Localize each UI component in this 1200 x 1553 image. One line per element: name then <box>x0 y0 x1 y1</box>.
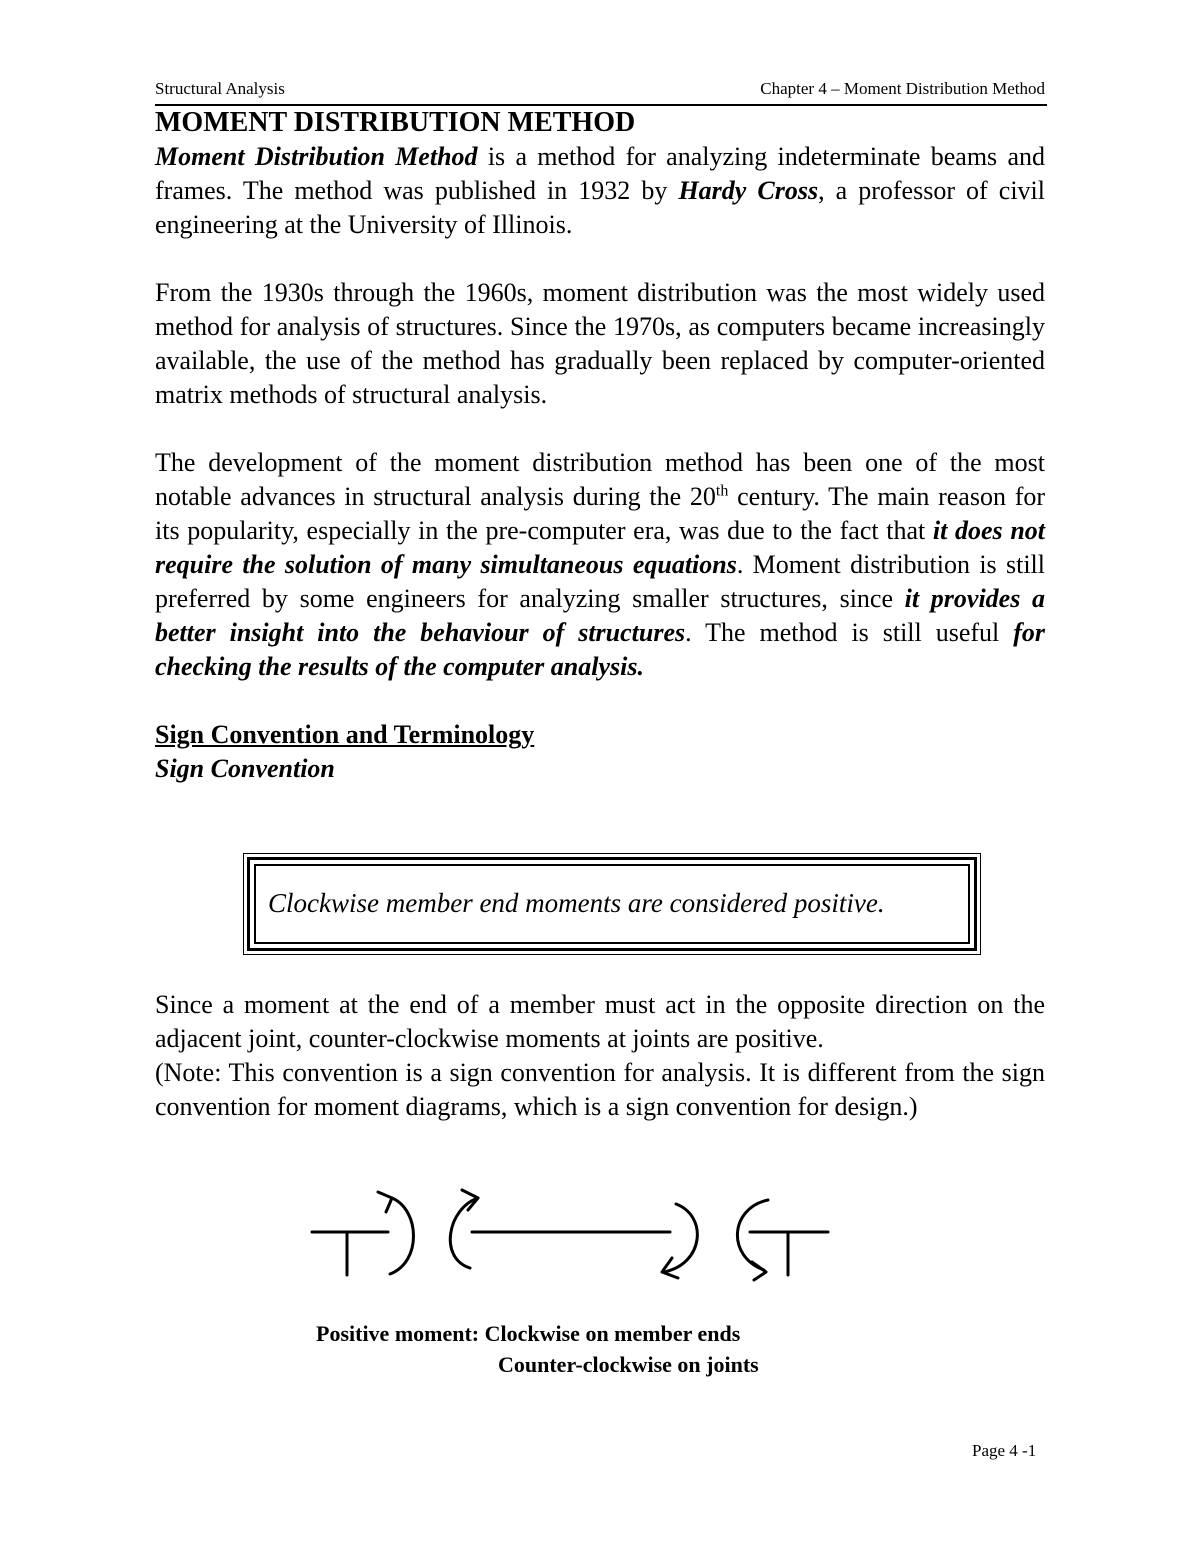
diagram-caption <box>316 1318 759 1380</box>
page-number: Page 4 -1 <box>972 1441 1037 1460</box>
development-emphasis-1: it does not require the solution of many simultaneous equations <box>155 516 1046 579</box>
intro-lead-term: Moment Distribution Method <box>155 142 478 171</box>
page-header <box>155 78 1047 106</box>
caption-line-2: Counter-clockwise on joints <box>498 1352 759 1377</box>
intro-text-1: is a method for analyzing indeterminate beams and frames. The method was published in 1932 by <box>155 142 1045 205</box>
development-emphasis-2: it provides a better insight into the behaviour of structures <box>155 584 1045 647</box>
left-joint-arrowhead <box>378 1192 392 1212</box>
right-joint-moment-arc <box>737 1200 768 1270</box>
development-text-1: The development of the moment distribution method has been one of the most notable advances in structural analysis during the 20 <box>155 448 1045 511</box>
sign-convention-text: Clockwise member end moments are considered positive. <box>268 888 885 918</box>
header-chapter-title: Chapter 4 – Moment Distribution Method <box>760 79 1045 98</box>
moment-sign-diagram <box>300 1180 840 1290</box>
development-text-3: . Moment distribution is still preferred by some engineers for analyzing smaller structures, since <box>155 550 1045 613</box>
header-book-title: Structural Analysis <box>155 79 285 98</box>
sign-convention-box <box>247 857 977 951</box>
left-joint-moment-arc <box>390 1198 414 1274</box>
section-heading: Sign Convention and Terminology <box>155 720 535 749</box>
page-title: MOMENT DISTRIBUTION METHOD <box>155 107 636 138</box>
history-paragraph: From the 1930s through the 1960s, moment distribution was the most widely used method for analysis of structures. Since the 1970s, as computers became increasingly available, the use of the method has gradually been replaced by computer-oriented matrix methods of structural analysis. <box>155 278 1045 409</box>
development-text-4: . The method is still useful <box>685 618 1014 647</box>
joint-moment-paragraph: Since a moment at the end of a member must act in the opposite direction on the adjacent joint, counter-clockwise moments at joints are positive. <box>155 990 1045 1053</box>
subheading: Sign Convention <box>155 754 335 783</box>
development-text-2: century. The main reason for its popularity, especially in the pre-computer era, was due to the fact that <box>155 482 1046 545</box>
development-paragraph <box>155 446 1045 684</box>
development-emphasis-3: for checking the results of the computer analysis. <box>155 618 1045 681</box>
right-joint-arrowhead <box>752 1262 766 1280</box>
joint-moment-section <box>155 988 1045 1124</box>
main-content <box>155 106 1045 786</box>
caption-line-1: Positive moment: Clockwise on member ends <box>316 1321 741 1346</box>
intro-paragraph <box>155 140 1045 242</box>
note-paragraph: (Note: This convention is a sign convention for analysis. It is different from the sign convention for moment diagrams, which is a sign convention for design.) <box>155 1058 1045 1121</box>
intro-person: Hardy Cross <box>678 176 819 205</box>
intro-text-2: , a professor of civil engineering at the University of Illinois. <box>155 176 1045 239</box>
development-superscript: th <box>715 482 729 500</box>
